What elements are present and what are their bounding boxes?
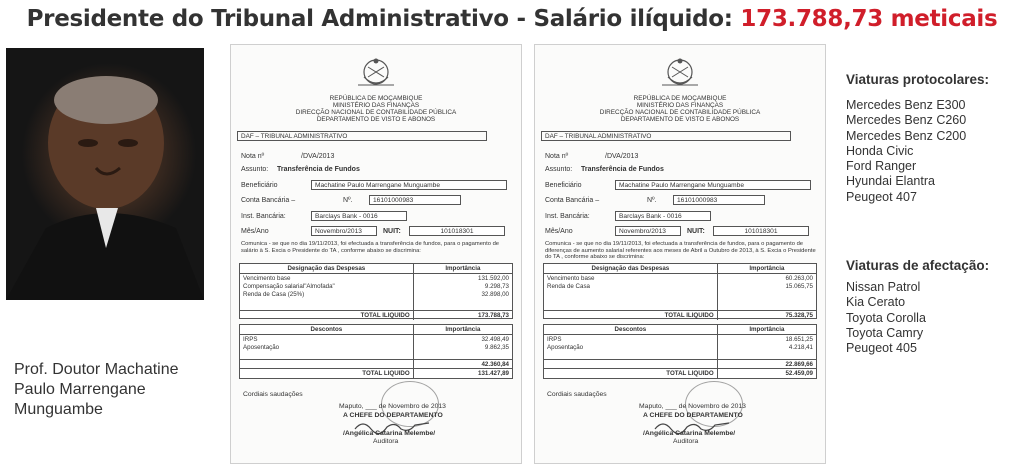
net-total-row: [240, 368, 512, 378]
header-ministry: MINISTÉRIO DAS FINANÇAS: [332, 102, 420, 109]
expenses-table-header: [544, 264, 816, 274]
list-item: Mercedes Benz C200: [846, 128, 967, 143]
deductions-subtotal: 42.360,84: [481, 360, 509, 368]
nuit-label: NUIT:: [687, 228, 705, 235]
conta-value: 16101000983: [369, 195, 461, 205]
total-liquido-label: TOTAL LIQUIDO: [544, 369, 718, 378]
list-item: Kia Cerato: [846, 295, 906, 310]
mes-label: Mês/Ano: [241, 228, 269, 235]
greetings: Cordiais saudações: [547, 391, 607, 398]
conta-number-label: Nº.: [343, 197, 353, 204]
beneficiario-value: Machatine Paulo Marrengane Munguambe: [615, 180, 811, 190]
table-row: [240, 282, 512, 290]
caption-line: Prof. Doutor Machatine: [14, 361, 179, 378]
deduction-name: IRPS: [240, 335, 414, 343]
mozambique-emblem-icon: [354, 55, 398, 91]
signer-name: /Angélica Catarina Melembe/: [343, 430, 436, 437]
payment-note-salary: [230, 44, 522, 464]
protocol-vehicles-title: Viaturas protocolares:: [846, 72, 990, 87]
headline: [0, 6, 1024, 32]
mes-label: Mês/Ano: [545, 228, 573, 235]
deductions-subtotal-row: [544, 359, 816, 368]
header-department: DEPARTAMENTO DE VISTO E ABONOS: [316, 116, 436, 123]
header-direction: DIRECÇÃO NACIONAL DE CONTABILIDADE PÚBLICA: [599, 109, 761, 116]
table-row: [544, 282, 816, 290]
deduction-name: IRPS: [544, 335, 718, 343]
total-liquido-value: 131.427,89: [478, 370, 509, 377]
expenses-header-designation: Designação das Despesas: [240, 264, 414, 273]
header-department: DEPARTAMENTO DE VISTO E ABONOS: [620, 116, 740, 123]
expenses-table: [239, 263, 513, 319]
table-row: [240, 274, 512, 282]
net-total-row: [544, 368, 816, 378]
conta-value: 16101000983: [673, 195, 765, 205]
portrait-illustration: [6, 48, 204, 300]
expense-name: Vencimento base: [240, 274, 414, 282]
table-row: [240, 335, 512, 343]
table-filler: [240, 298, 512, 310]
table-row: [240, 343, 512, 351]
mes-value: Novembro/2013: [311, 226, 377, 236]
inst-label: Inst. Bancária:: [545, 213, 590, 220]
nuit-label: NUIT:: [383, 228, 401, 235]
expenses-table: [543, 263, 817, 319]
expense-amount: 32.898,00: [481, 290, 509, 298]
signer-name: /Angélica Catarina Melembe/: [643, 430, 736, 437]
nuit-value: 101018301: [713, 226, 809, 236]
list-item: Mercedes Benz C260: [846, 113, 967, 128]
department-head: A CHEFE DO DEPARTAMENTO: [343, 412, 443, 419]
total-iliquido-value: 75.328,75: [785, 312, 813, 319]
list-item: Hyundai Elantra: [846, 174, 935, 189]
table-row: [544, 335, 816, 343]
signer-role: Auditora: [673, 438, 699, 445]
expenses-total-row: [544, 310, 816, 320]
caption-line: Paulo Marrengane: [14, 381, 146, 398]
headline-amount: 173.788,73 meticais: [740, 6, 998, 32]
header-republic: REPÚBLICA DE MOÇAMBIQUE: [633, 95, 727, 102]
deductions-table: [543, 324, 817, 379]
protocol-vehicles-list: [846, 98, 966, 205]
table-row: [544, 343, 816, 351]
portrait-photo: [6, 48, 204, 300]
header-republic: REPÚBLICA DE MOÇAMBIQUE: [329, 95, 423, 102]
deductions-header-designation: Descontos: [240, 325, 414, 334]
list-item: Peugeot 405: [846, 341, 917, 356]
place-date: Maputo, ___ de Novembro de 2013: [639, 403, 746, 410]
deduction-amount: 9.862,35: [484, 343, 509, 351]
header-direction: DIRECÇÃO NACIONAL DE CONTABILIDADE PÚBLICA: [295, 109, 457, 116]
deductions-header-designation: Descontos: [544, 325, 718, 334]
table-row: [240, 290, 512, 298]
mozambique-emblem-icon: [658, 55, 702, 91]
expenses-header-amount: Importância: [445, 265, 481, 272]
total-iliquido-label: TOTAL ILIQUIDO: [544, 311, 718, 320]
deduction-amount: 4.218,41: [788, 343, 813, 351]
deduction-amount: 32.498,49: [481, 335, 509, 343]
inst-value: Barclays Bank - 0016: [615, 211, 711, 221]
assigned-vehicles-title: Viaturas de afectação:: [846, 258, 990, 273]
expenses-total-row: [240, 310, 512, 320]
list-item: Honda Civic: [846, 143, 914, 158]
total-liquido-value: 52.459,09: [785, 370, 813, 377]
total-iliquido-value: 173.788,73: [478, 312, 509, 319]
expenses-header-amount: Importância: [749, 265, 785, 272]
nota-label: Nota nº: [545, 153, 569, 160]
beneficiario-label: Beneficiário: [241, 182, 278, 189]
header-ministry: MINISTÉRIO DAS FINANÇAS: [636, 102, 724, 109]
expense-amount: 131.592,00: [478, 274, 509, 282]
daf-recipient: DAF – TRIBUNAL ADMINISTRATIVO: [541, 131, 791, 141]
expense-amount: 60.263,00: [785, 274, 813, 282]
table-filler: [544, 351, 816, 359]
deductions-subtotal: 22.869,66: [785, 360, 813, 368]
deductions-subtotal-row: [240, 359, 512, 368]
expense-amount: 9.298,73: [484, 282, 509, 290]
greetings: Cordiais saudações: [243, 391, 303, 398]
assunto-value: Transferência de Fundos: [581, 166, 664, 173]
nota-value: /DVA/2013: [605, 153, 639, 160]
deductions-table-header: [240, 325, 512, 335]
photo-caption: [14, 360, 214, 420]
deduction-name: Aposentação: [544, 343, 718, 351]
assigned-vehicles-list: [846, 280, 926, 356]
deductions-table-header: [544, 325, 816, 335]
deductions-table: [239, 324, 513, 379]
deduction-amount: 18.651,25: [785, 335, 813, 343]
conta-number-label: Nº.: [647, 197, 657, 204]
nuit-value: 101018301: [409, 226, 505, 236]
beneficiario-label: Beneficiário: [545, 182, 582, 189]
daf-recipient: DAF – TRIBUNAL ADMINISTRATIVO: [237, 131, 487, 141]
nota-value: /DVA/2013: [301, 153, 335, 160]
signer-role: Auditora: [373, 438, 399, 445]
expenses-header-designation: Designação das Despesas: [544, 264, 718, 273]
list-item: Peugeot 407: [846, 189, 917, 204]
headline-prefix: Presidente do Tribunal Administrativo - Salário ilíquido:: [26, 6, 741, 32]
expense-name: Vencimento base: [544, 274, 718, 282]
place-date: Maputo, ___ de Novembro de 2013: [339, 403, 446, 410]
nota-label: Nota nº: [241, 153, 265, 160]
department-head: A CHEFE DO DEPARTAMENTO: [643, 412, 743, 419]
list-item: Mercedes Benz E300: [846, 98, 966, 112]
assunto-value: Transferência de Fundos: [277, 166, 360, 173]
expense-amount: 15.065,75: [785, 282, 813, 290]
table-filler: [240, 351, 512, 359]
caption-line: Munguambe: [14, 401, 103, 418]
inst-value: Barclays Bank - 0016: [311, 211, 407, 221]
list-item: Toyota Camry: [846, 325, 924, 340]
deductions-header-amount: Importância: [445, 326, 481, 333]
payment-note-salary-arrears: [534, 44, 826, 464]
communication-text: Comunica - se que no dia 19/11/2013, foi efectuada a transferência de fundos, para o pagamento de salário à S. Excia o Presidente do TA , conforme abaixo se discrimina:: [241, 241, 500, 254]
conta-label: Conta Bancária –: [241, 197, 296, 204]
list-item: Ford Ranger: [846, 159, 917, 174]
assunto-label: Assunto:: [545, 166, 573, 173]
beneficiario-value: Machatine Paulo Marrengane Munguambe: [311, 180, 507, 190]
expense-name: Renda de Casa: [544, 282, 718, 290]
inst-label: Inst. Bancária:: [241, 213, 286, 220]
list-item: Nissan Patrol: [846, 280, 921, 294]
total-iliquido-label: TOTAL ILIQUIDO: [240, 311, 414, 320]
table-filler: [544, 290, 816, 310]
deductions-header-amount: Importância: [749, 326, 785, 333]
conta-label: Conta Bancária –: [545, 197, 600, 204]
table-row: [544, 274, 816, 282]
deduction-name: Aposentação: [240, 343, 414, 351]
list-item: Toyota Corolla: [846, 310, 926, 325]
expenses-table-header: [240, 264, 512, 274]
expense-name: Compensação salarial"Almofada": [240, 282, 414, 290]
mes-value: Novembro/2013: [615, 226, 681, 236]
total-liquido-label: TOTAL LIQUIDO: [240, 369, 414, 378]
expense-name: Renda de Casa (25%): [240, 290, 414, 298]
assunto-label: Assunto:: [241, 166, 269, 173]
communication-text: Comunica - se que no dia 19/11/2013, foi efectuada a transferência de fundos, para o pagamento de diferenças de aumento salarial referentes aos meses de Abril a Outubro de 2013, à S. Excia o Presidente do TA , conforme abaixo se discrimina:: [545, 241, 816, 261]
